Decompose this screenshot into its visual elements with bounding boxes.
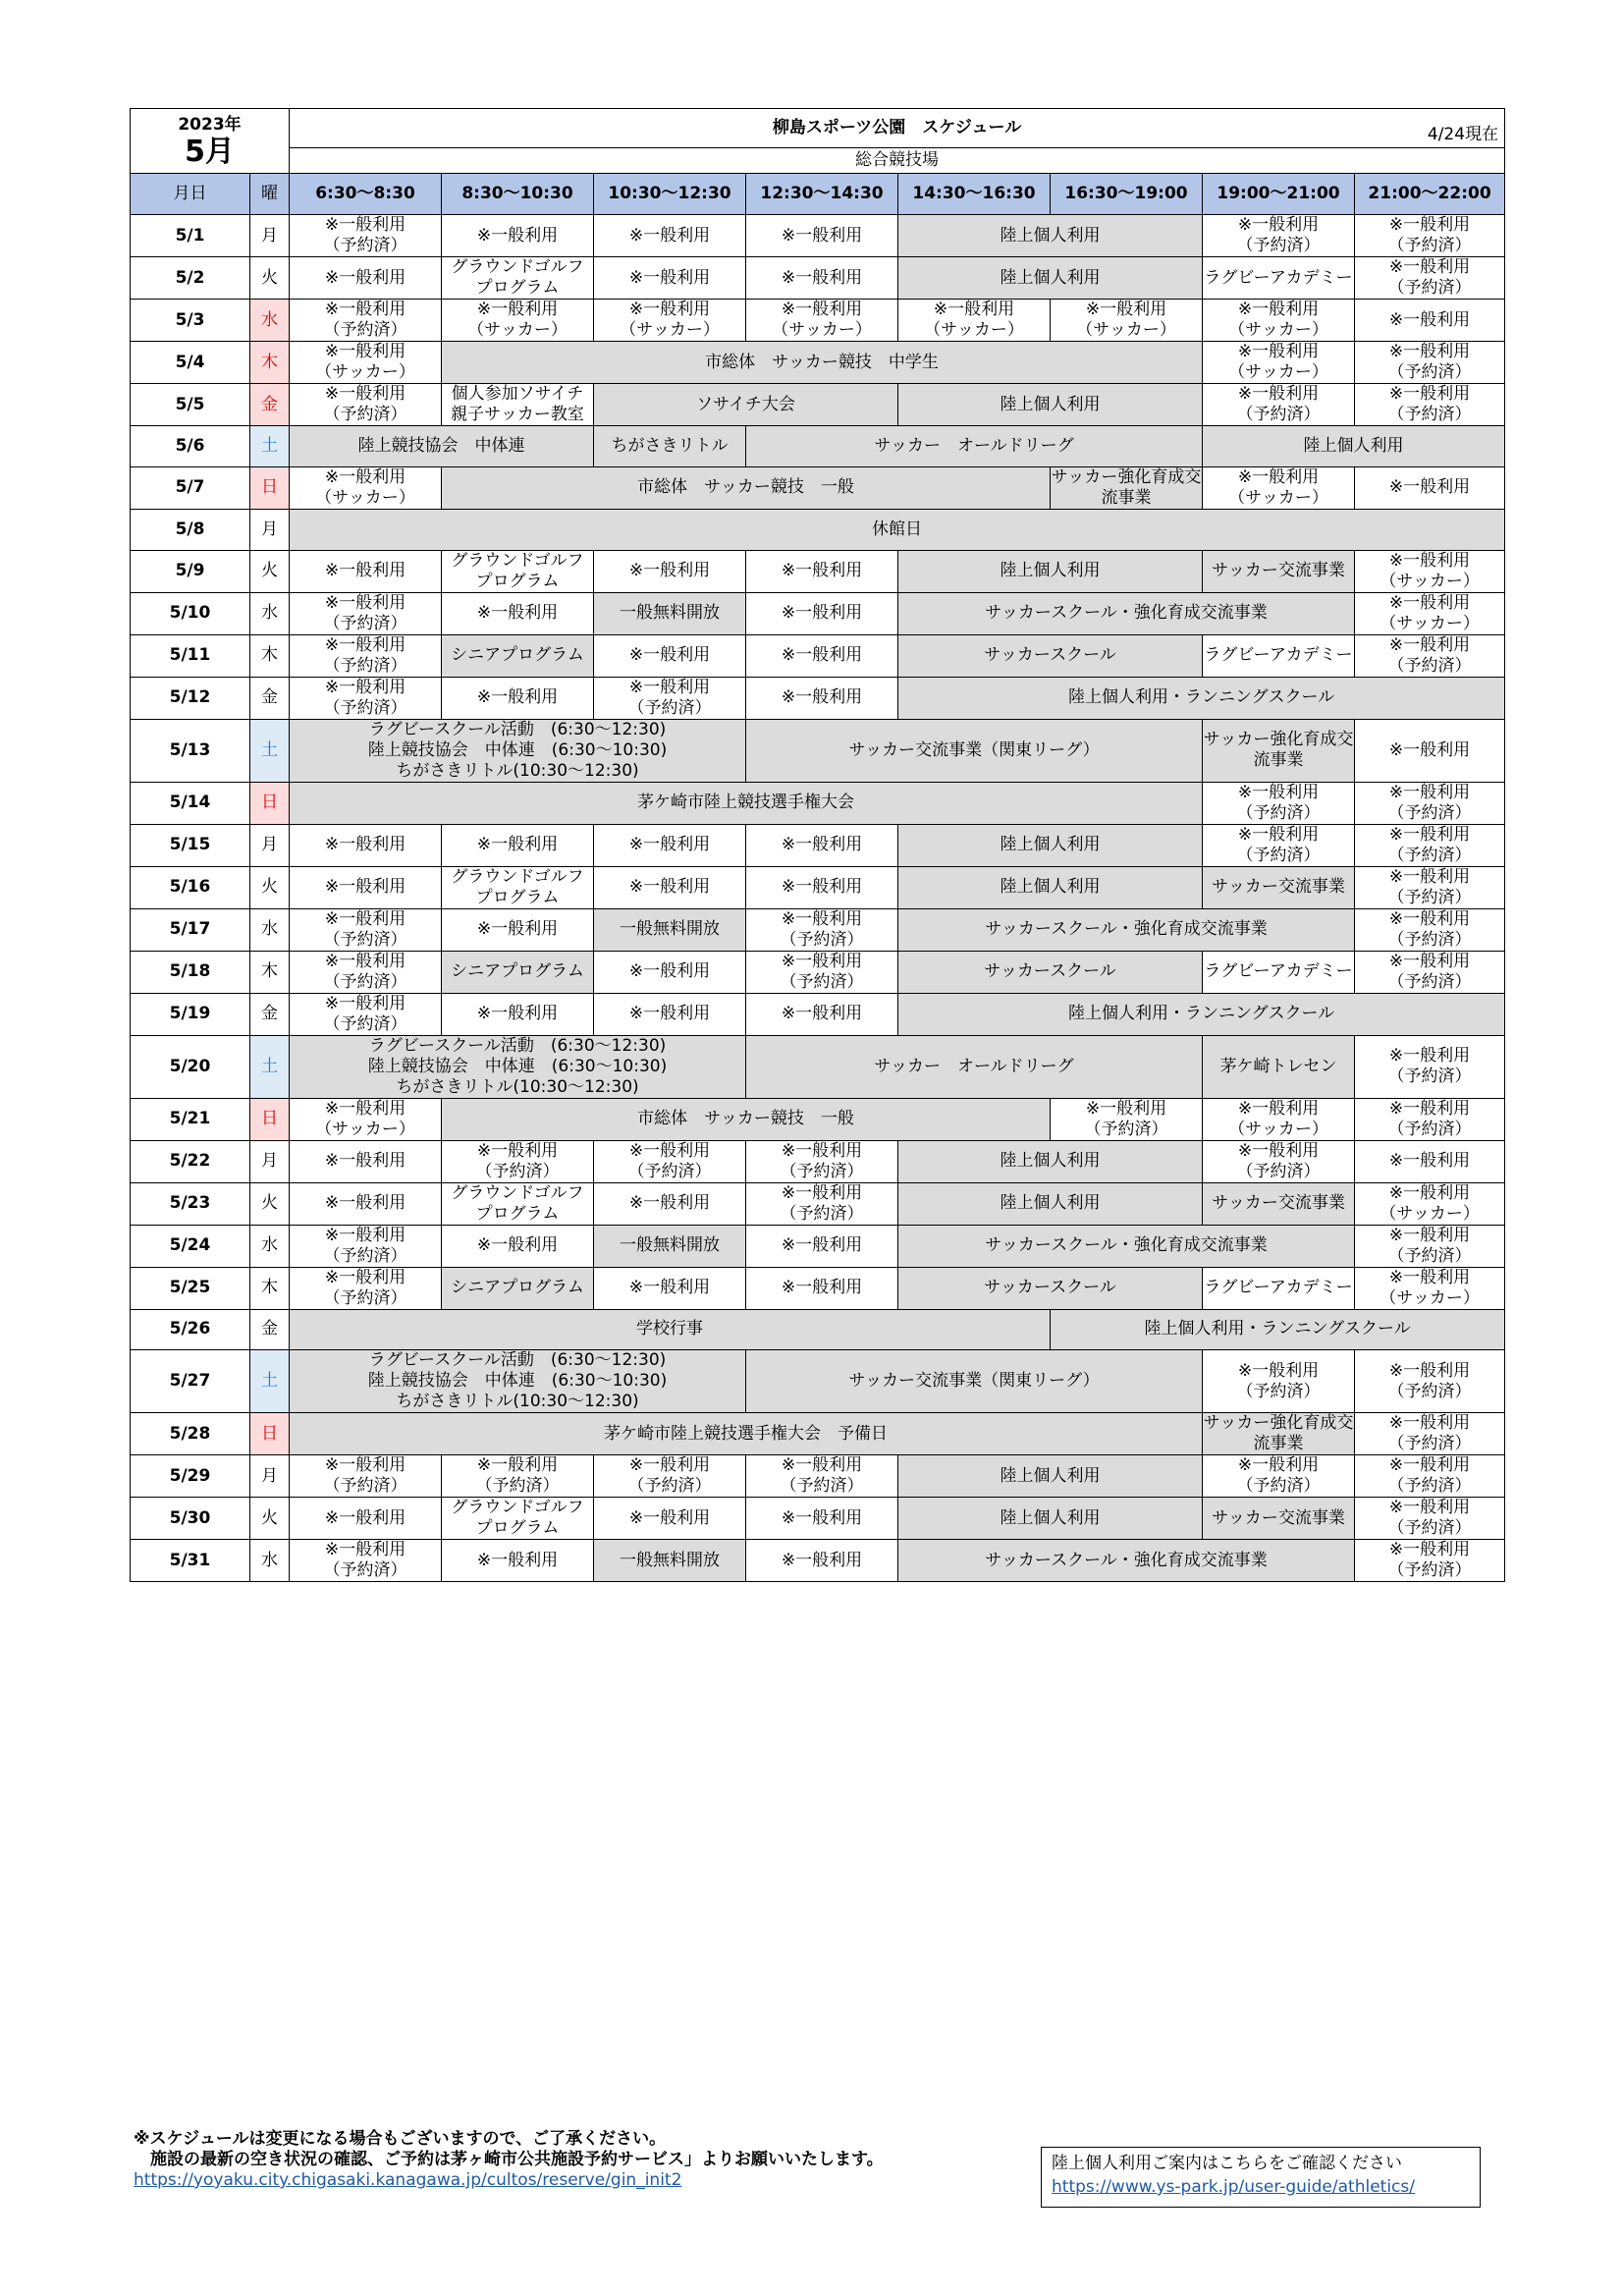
- schedule-cell: ※一般利用: [290, 824, 442, 866]
- schedule-cell: グラウンドゴルフ プログラム: [442, 257, 594, 300]
- schedule-cell: 学校行事: [290, 1309, 1051, 1350]
- time-slot-header: 14:30～16:30: [898, 174, 1051, 215]
- schedule-cell: ※一般利用 （予約済）: [1203, 1140, 1355, 1182]
- schedule-cell: ※一般利用 （サッカー）: [290, 1098, 442, 1140]
- schedule-cell: ※一般利用: [746, 677, 898, 719]
- schedule-cell: サッカースクール: [898, 634, 1203, 677]
- day-of-week-cell: 土: [250, 1035, 290, 1098]
- athletics-info-box: [1041, 2147, 1481, 2208]
- schedule-cell: ソサイチ大会: [594, 384, 898, 426]
- table-row: [131, 384, 1505, 426]
- date-cell: 5/10: [131, 592, 250, 634]
- schedule-cell: サッカースクール: [898, 1267, 1203, 1309]
- schedule-cell: ※一般利用 （サッカー）: [1355, 592, 1505, 634]
- schedule-cell: ※一般利用: [1355, 1140, 1505, 1182]
- day-of-week-cell: 金: [250, 1309, 290, 1350]
- schedule-cell: ※一般利用: [290, 866, 442, 908]
- schedule-cell: 市総体 サッカー競技 一般: [442, 1098, 1051, 1140]
- date-cell: 5/4: [131, 342, 250, 384]
- schedule-cell: ※一般利用: [594, 215, 746, 257]
- schedule-cell: 一般無料開放: [594, 908, 746, 951]
- day-of-week-cell: 火: [250, 866, 290, 908]
- table-row: [131, 1309, 1505, 1350]
- year-label: 2023年: [178, 114, 242, 135]
- date-cell: 5/28: [131, 1413, 250, 1455]
- schedule-cell: ※一般利用 （予約済）: [594, 1140, 746, 1182]
- table-row: [131, 509, 1505, 550]
- day-of-week-cell: 水: [250, 1225, 290, 1267]
- schedule-cell: ※一般利用 （サッカー）: [290, 466, 442, 509]
- schedule-cell: 陸上個人利用: [898, 215, 1203, 257]
- schedule-cell: ※一般利用 （予約済）: [442, 1140, 594, 1182]
- table-row: [131, 1455, 1505, 1498]
- schedule-cell: ※一般利用 （予約済）: [1355, 342, 1505, 384]
- schedule-cell: ※一般利用: [442, 908, 594, 951]
- schedule-cell: グラウンドゴルフ プログラム: [442, 550, 594, 592]
- date-cell: 5/22: [131, 1140, 250, 1182]
- schedule-cell: ※一般利用: [442, 1540, 594, 1582]
- schedule-cell: 陸上個人利用: [898, 866, 1203, 908]
- date-cell: 5/5: [131, 384, 250, 426]
- schedule-cell: ※一般利用: [290, 257, 442, 300]
- schedule-cell: ※一般利用 （予約済）: [1355, 257, 1505, 300]
- schedule-cell: ※一般利用 （予約済）: [1355, 1225, 1505, 1267]
- day-of-week-cell: 金: [250, 993, 290, 1035]
- date-cell: 5/8: [131, 509, 250, 550]
- schedule-cell: サッカースクール・強化育成交流事業: [898, 908, 1355, 951]
- schedule-cell: ※一般利用: [290, 550, 442, 592]
- date-cell: 5/24: [131, 1225, 250, 1267]
- day-of-week-cell: 月: [250, 824, 290, 866]
- date-cell: 5/26: [131, 1309, 250, 1350]
- schedule-cell: ※一般利用 （予約済）: [1355, 215, 1505, 257]
- schedule-cell: 陸上個人利用・ランニングスクール: [898, 993, 1505, 1035]
- schedule-cell: ※一般利用 （予約済）: [1355, 1035, 1505, 1098]
- table-row: [131, 466, 1505, 509]
- schedule-cell: ※一般利用: [746, 592, 898, 634]
- schedule-cell: ※一般利用 （予約済）: [746, 1182, 898, 1225]
- schedule-cell: ※一般利用: [290, 1140, 442, 1182]
- schedule-cell: ※一般利用: [746, 257, 898, 300]
- table-row: [131, 426, 1505, 467]
- schedule-cell: 一般無料開放: [594, 592, 746, 634]
- day-of-week-cell: 木: [250, 634, 290, 677]
- schedule-cell: ちがさきリトル: [594, 426, 746, 467]
- schedule-cell: ※一般利用 （予約済）: [290, 677, 442, 719]
- schedule-cell: 市総体 サッカー競技 一般: [442, 466, 1051, 509]
- date-cell: 5/23: [131, 1182, 250, 1225]
- schedule-cell: ※一般利用 （予約済）: [1355, 384, 1505, 426]
- table-row: [131, 1413, 1505, 1455]
- day-of-week-cell: 木: [250, 342, 290, 384]
- schedule-cell: シニアプログラム: [442, 951, 594, 993]
- day-of-week-cell: 火: [250, 1182, 290, 1225]
- schedule-cell: ※一般利用 （予約済）: [1355, 908, 1505, 951]
- schedule-cell: ※一般利用 （サッカー）: [1203, 342, 1355, 384]
- schedule-cell: ※一般利用 （予約済）: [1203, 215, 1355, 257]
- schedule-cell: サッカー交流事業: [1203, 1182, 1355, 1225]
- schedule-cell: 陸上個人利用: [898, 1140, 1203, 1182]
- schedule-cell: ※一般利用 （予約済）: [1355, 634, 1505, 677]
- day-of-week-cell: 土: [250, 719, 290, 782]
- schedule-cell: ※一般利用 （予約済）: [290, 300, 442, 342]
- table-row: [131, 1140, 1505, 1182]
- schedule-cell: ※一般利用 （予約済）: [746, 908, 898, 951]
- day-of-week-cell: 水: [250, 592, 290, 634]
- schedule-cell: ※一般利用 （予約済）: [746, 1140, 898, 1182]
- day-of-week-cell: 月: [250, 1140, 290, 1182]
- as-of-date: 4/24現在: [1427, 125, 1499, 144]
- day-of-week-cell: 火: [250, 1498, 290, 1540]
- day-of-week-cell: 月: [250, 1455, 290, 1498]
- schedule-cell: 茅ケ崎トレセン: [1203, 1035, 1355, 1098]
- date-cell: 5/25: [131, 1267, 250, 1309]
- table-row: [131, 257, 1505, 300]
- date-cell: 5/16: [131, 866, 250, 908]
- table-row: [131, 719, 1505, 782]
- date-cell: 5/1: [131, 215, 250, 257]
- schedule-cell: サッカー交流事業（関東リーグ）: [746, 719, 1203, 782]
- date-cell: 5/21: [131, 1098, 250, 1140]
- table-row: [131, 993, 1505, 1035]
- date-cell: 5/3: [131, 300, 250, 342]
- table-row: [131, 1498, 1505, 1540]
- schedule-cell: グラウンドゴルフ プログラム: [442, 1498, 594, 1540]
- day-of-week-cell: 土: [250, 1350, 290, 1413]
- schedule-cell: ※一般利用 （予約済）: [594, 677, 746, 719]
- time-slot-header: 10:30～12:30: [594, 174, 746, 215]
- schedule-cell: 陸上個人利用: [898, 550, 1203, 592]
- day-of-week-cell: 月: [250, 509, 290, 550]
- schedule-cell: サッカースクール: [898, 951, 1203, 993]
- date-cell: 5/20: [131, 1035, 250, 1098]
- schedule-cell: ※一般利用: [442, 993, 594, 1035]
- schedule-cell: 陸上個人利用: [898, 384, 1203, 426]
- schedule-cell: ※一般利用 （予約済）: [1355, 1350, 1505, 1413]
- schedule-cell: ※一般利用 （予約済）: [1203, 824, 1355, 866]
- schedule-cell: 陸上個人利用・ランニングスクール: [1051, 1309, 1505, 1350]
- schedule-cell: ※一般利用 （予約済）: [290, 215, 442, 257]
- schedule-cell: ※一般利用 （予約済）: [290, 908, 442, 951]
- table-row: [131, 215, 1505, 257]
- table-row: [131, 908, 1505, 951]
- schedule-cell: ※一般利用: [442, 824, 594, 866]
- schedule-cell: ※一般利用: [594, 1267, 746, 1309]
- date-cell: 5/15: [131, 824, 250, 866]
- schedule-cell: サッカースクール・強化育成交流事業: [898, 592, 1355, 634]
- schedule-cell: 陸上個人利用: [898, 1498, 1203, 1540]
- schedule-cell: 陸上個人利用: [898, 1455, 1203, 1498]
- schedule-cell: 陸上個人利用: [898, 1182, 1203, 1225]
- schedule-cell: サッカー交流事業: [1203, 550, 1355, 592]
- table-row: [131, 1035, 1505, 1098]
- day-of-week-cell: 金: [250, 677, 290, 719]
- schedule-cell: ※一般利用 （予約済）: [290, 1540, 442, 1582]
- date-cell: 5/7: [131, 466, 250, 509]
- schedule-cell: ※一般利用 （サッカー）: [290, 342, 442, 384]
- schedule-cell: シニアプログラム: [442, 1267, 594, 1309]
- schedule-cell: ※一般利用 （予約済）: [594, 1455, 746, 1498]
- schedule-cell: 一般無料開放: [594, 1225, 746, 1267]
- schedule-cell: ※一般利用 （サッカー）: [1355, 1182, 1505, 1225]
- date-cell: 5/31: [131, 1540, 250, 1582]
- schedule-cell: ※一般利用: [594, 1182, 746, 1225]
- date-cell: 5/27: [131, 1350, 250, 1413]
- date-cell: 5/12: [131, 677, 250, 719]
- schedule-cell: シニアプログラム: [442, 634, 594, 677]
- schedule-cell: ※一般利用 （予約済）: [290, 1267, 442, 1309]
- schedule-cell: ※一般利用: [746, 824, 898, 866]
- schedule-cell: ※一般利用 （予約済）: [1203, 782, 1355, 824]
- schedule-cell: ※一般利用 （予約済）: [1355, 1455, 1505, 1498]
- schedule-cell: ※一般利用 （予約済）: [290, 951, 442, 993]
- dow-column-header: 曜: [250, 174, 290, 215]
- table-row: [131, 1540, 1505, 1582]
- day-of-week-cell: 水: [250, 300, 290, 342]
- schedule-cell: ※一般利用: [442, 677, 594, 719]
- table-row: [131, 1225, 1505, 1267]
- day-of-week-cell: 木: [250, 1267, 290, 1309]
- athletics-info-text: 陸上個人利用ご案内はこちらをご確認ください: [1052, 2154, 1402, 2173]
- schedule-cell: ※一般利用 （サッカー）: [898, 300, 1051, 342]
- schedule-cell: ※一般利用: [442, 215, 594, 257]
- schedule-cell: ※一般利用 （予約済）: [1051, 1098, 1203, 1140]
- schedule-cell: サッカー強化育成交流事業: [1203, 1413, 1354, 1454]
- schedule-cell: ※一般利用 （予約済）: [290, 384, 442, 426]
- day-of-week-cell: 木: [250, 951, 290, 993]
- table-row: [131, 342, 1505, 384]
- schedule-cell: ※一般利用: [594, 866, 746, 908]
- schedule-cell: ※一般利用: [746, 1267, 898, 1309]
- table-row: [131, 1350, 1505, 1413]
- schedule-cell: ※一般利用 （サッカー）: [1355, 1267, 1505, 1309]
- schedule-cell: サッカー オールドリーグ: [746, 426, 1203, 467]
- table-row: [131, 1098, 1505, 1140]
- day-of-week-cell: 日: [250, 1413, 290, 1455]
- day-of-week-cell: 月: [250, 215, 290, 257]
- schedule-cell: ※一般利用: [746, 1540, 898, 1582]
- schedule-cell: ※一般利用 （予約済）: [1355, 1498, 1505, 1540]
- day-of-week-cell: 日: [250, 782, 290, 824]
- day-of-week-cell: 土: [250, 426, 290, 467]
- schedule-cell: ラグビーアカデミー: [1203, 1267, 1355, 1309]
- day-of-week-cell: 火: [250, 257, 290, 300]
- schedule-cell: ※一般利用: [594, 257, 746, 300]
- month-label: 5月: [185, 134, 235, 169]
- date-cell: 5/19: [131, 993, 250, 1035]
- schedule-cell: ※一般利用: [290, 1182, 442, 1225]
- schedule-cell: サッカー強化育成交流事業: [1203, 719, 1355, 782]
- page-title: 柳島スポーツ公園 スケジュール: [772, 118, 1022, 137]
- schedule-cell: ラグビースクール活動 (6:30～12:30) 陸上競技協会 中体連 (6:30～10:30) ちがさきリトル(10:30～12:30): [290, 719, 746, 782]
- schedule-cell: ※一般利用: [746, 550, 898, 592]
- date-cell: 5/2: [131, 257, 250, 300]
- table-row: [131, 1182, 1505, 1225]
- schedule-cell: ※一般利用: [1355, 300, 1505, 342]
- reservation-link[interactable]: https://yoyaku.city.chigasaki.kanagawa.jp/cultos/reserve/gin_init2: [134, 2170, 682, 2190]
- schedule-cell: ※一般利用: [746, 215, 898, 257]
- schedule-cell: グラウンドゴルフ プログラム: [442, 1182, 594, 1225]
- date-column-header: 月日: [131, 174, 250, 215]
- schedule-cell: ※一般利用: [594, 1498, 746, 1540]
- schedule-cell: ※一般利用: [594, 550, 746, 592]
- schedule-cell: ※一般利用: [594, 634, 746, 677]
- schedule-cell: 市総体 サッカー競技 中学生: [442, 342, 1203, 384]
- day-of-week-cell: 日: [250, 1098, 290, 1140]
- schedule-cell: ※一般利用: [746, 866, 898, 908]
- schedule-cell: ※一般利用: [746, 993, 898, 1035]
- schedule-cell: 茅ケ崎市陸上競技選手権大会 予備日: [290, 1413, 1203, 1455]
- time-slot-header: 8:30～10:30: [442, 174, 594, 215]
- table-row: [131, 951, 1505, 993]
- schedule-cell: ※一般利用: [1355, 466, 1505, 509]
- schedule-cell: ラグビースクール活動 (6:30～12:30) 陸上競技協会 中体連 (6:30～10:30) ちがさきリトル(10:30～12:30): [290, 1035, 746, 1098]
- schedule-cell: ※一般利用 （予約済）: [1203, 1350, 1355, 1413]
- schedule-cell: ※一般利用: [746, 1225, 898, 1267]
- time-slot-header: 6:30～8:30: [290, 174, 442, 215]
- schedule-cell: ※一般利用 （サッカー）: [1051, 300, 1203, 342]
- schedule-cell: 陸上個人利用: [898, 257, 1203, 300]
- date-cell: 5/29: [131, 1455, 250, 1498]
- schedule-cell: ※一般利用 （予約済）: [1355, 1540, 1505, 1582]
- month-cell: [131, 109, 290, 174]
- schedule-cell: ※一般利用 （サッカー）: [1203, 466, 1355, 509]
- notes: [134, 2129, 884, 2191]
- schedule-cell: 陸上個人利用・ランニングスクール: [898, 677, 1505, 719]
- schedule-cell: ※一般利用 （予約済）: [290, 993, 442, 1035]
- schedule-cell: ※一般利用: [442, 592, 594, 634]
- time-slot-header: 19:00～21:00: [1203, 174, 1355, 215]
- schedule-cell: サッカースクール・強化育成交流事業: [898, 1225, 1355, 1267]
- schedule-cell: ※一般利用: [1355, 719, 1505, 782]
- date-cell: 5/18: [131, 951, 250, 993]
- schedule-cell: ※一般利用 （予約済）: [1203, 384, 1355, 426]
- schedule-cell: ※一般利用: [746, 634, 898, 677]
- schedule-cell: サッカー オールドリーグ: [746, 1035, 1203, 1098]
- table-row: [131, 634, 1505, 677]
- schedule-cell: ※一般利用 （予約済）: [1355, 782, 1505, 824]
- time-slot-header: 12:30～14:30: [746, 174, 898, 215]
- athletics-info-link[interactable]: https://www.ys-park.jp/user-guide/athletics/: [1052, 2177, 1415, 2197]
- note-change-warning: ※スケジュールは変更になる場合もございますので、ご了承ください。: [134, 2129, 667, 2149]
- schedule-cell: ※一般利用 （サッカー）: [1203, 1098, 1355, 1140]
- schedule-cell: サッカースクール・強化育成交流事業: [898, 1540, 1355, 1582]
- schedule-cell: ※一般利用 （サッカー）: [442, 300, 594, 342]
- schedule-cell: ラグビーアカデミー: [1203, 634, 1355, 677]
- day-of-week-cell: 水: [250, 1540, 290, 1582]
- date-cell: 5/14: [131, 782, 250, 824]
- table-row: [131, 1267, 1505, 1309]
- schedule-cell: ※一般利用 （サッカー）: [1203, 300, 1355, 342]
- schedule-cell: ※一般利用 （予約済）: [1355, 824, 1505, 866]
- schedule-cell: ※一般利用: [746, 1498, 898, 1540]
- table-row: [131, 824, 1505, 866]
- schedule-cell: サッカー交流事業（関東リーグ）: [746, 1350, 1203, 1413]
- schedule-cell: ※一般利用 （予約済）: [290, 1455, 442, 1498]
- schedule-cell: ※一般利用 （サッカー）: [594, 300, 746, 342]
- schedule-cell: ※一般利用: [442, 1225, 594, 1267]
- schedule-cell: ラグビースクール活動 (6:30～12:30) 陸上競技協会 中体連 (6:30～10:30) ちがさきリトル(10:30～12:30): [290, 1350, 746, 1413]
- schedule-cell: ラグビーアカデミー: [1203, 257, 1355, 300]
- day-of-week-cell: 水: [250, 908, 290, 951]
- table-row: [131, 866, 1505, 908]
- schedule-cell: 個人参加ソサイチ 親子サッカー教室: [442, 384, 594, 426]
- date-cell: 5/13: [131, 719, 250, 782]
- schedule-cell: ※一般利用 （予約済）: [1355, 951, 1505, 993]
- schedule-cell: ※一般利用 （予約済）: [1355, 1098, 1505, 1140]
- schedule-cell: ※一般利用 （予約済）: [1355, 866, 1505, 908]
- schedule-cell: ※一般利用 （予約済）: [746, 951, 898, 993]
- schedule-cell: グラウンドゴルフ プログラム: [442, 866, 594, 908]
- time-slot-header: 21:00～22:00: [1355, 174, 1505, 215]
- schedule-cell: ※一般利用 （予約済）: [290, 1225, 442, 1267]
- schedule-cell: ラグビーアカデミー: [1203, 951, 1355, 993]
- page-title-cell: [290, 109, 1505, 148]
- table-row: [131, 782, 1505, 824]
- date-cell: 5/30: [131, 1498, 250, 1540]
- schedule-cell: ※一般利用 （予約済）: [290, 634, 442, 677]
- schedule-cell: ※一般利用 （予約済）: [1355, 1413, 1505, 1455]
- schedule-cell: サッカー交流事業: [1203, 1498, 1355, 1540]
- schedule-cell: 陸上個人利用: [1203, 426, 1505, 467]
- schedule-cell: 陸上競技協会 中体連: [290, 426, 594, 467]
- schedule-table: [130, 108, 1505, 1582]
- schedule-cell: サッカー強化育成交流事業: [1051, 466, 1202, 508]
- date-cell: 5/17: [131, 908, 250, 951]
- schedule-cell: ※一般利用: [290, 1498, 442, 1540]
- facility-name: 総合競技場: [290, 148, 1505, 174]
- table-row: [131, 592, 1505, 634]
- schedule-cell: ※一般利用: [594, 824, 746, 866]
- schedule-cell: 一般無料開放: [594, 1540, 746, 1582]
- schedule-cell: ※一般利用: [594, 951, 746, 993]
- date-cell: 5/11: [131, 634, 250, 677]
- schedule-cell: サッカー交流事業: [1203, 866, 1355, 908]
- schedule-cell: ※一般利用: [594, 993, 746, 1035]
- date-cell: 5/6: [131, 426, 250, 467]
- note-reservation: 施設の最新の空き状況の確認、ご予約は茅ヶ崎市公共施設予約サービス」よりお願いいたします。: [134, 2150, 884, 2169]
- table-row: [131, 550, 1505, 592]
- schedule-cell: ※一般利用 （サッカー）: [1355, 550, 1505, 592]
- schedule-cell: ※一般利用 （予約済）: [1203, 1455, 1355, 1498]
- table-row: [131, 677, 1505, 719]
- schedule-cell: 陸上個人利用: [898, 824, 1203, 866]
- schedule-cell: 茅ケ崎市陸上競技選手権大会: [290, 782, 1203, 824]
- table-row: [131, 300, 1505, 342]
- day-of-week-cell: 火: [250, 550, 290, 592]
- day-of-week-cell: 金: [250, 384, 290, 426]
- schedule-cell: ※一般利用 （予約済）: [290, 592, 442, 634]
- schedule-sheet: [130, 108, 1505, 1582]
- schedule-cell: 休館日: [290, 509, 1505, 550]
- schedule-cell: ※一般利用 （予約済）: [746, 1455, 898, 1498]
- time-slot-header: 16:30～19:00: [1051, 174, 1203, 215]
- schedule-cell: ※一般利用 （サッカー）: [746, 300, 898, 342]
- schedule-cell: ※一般利用 （予約済）: [442, 1455, 594, 1498]
- day-of-week-cell: 日: [250, 466, 290, 509]
- date-cell: 5/9: [131, 550, 250, 592]
